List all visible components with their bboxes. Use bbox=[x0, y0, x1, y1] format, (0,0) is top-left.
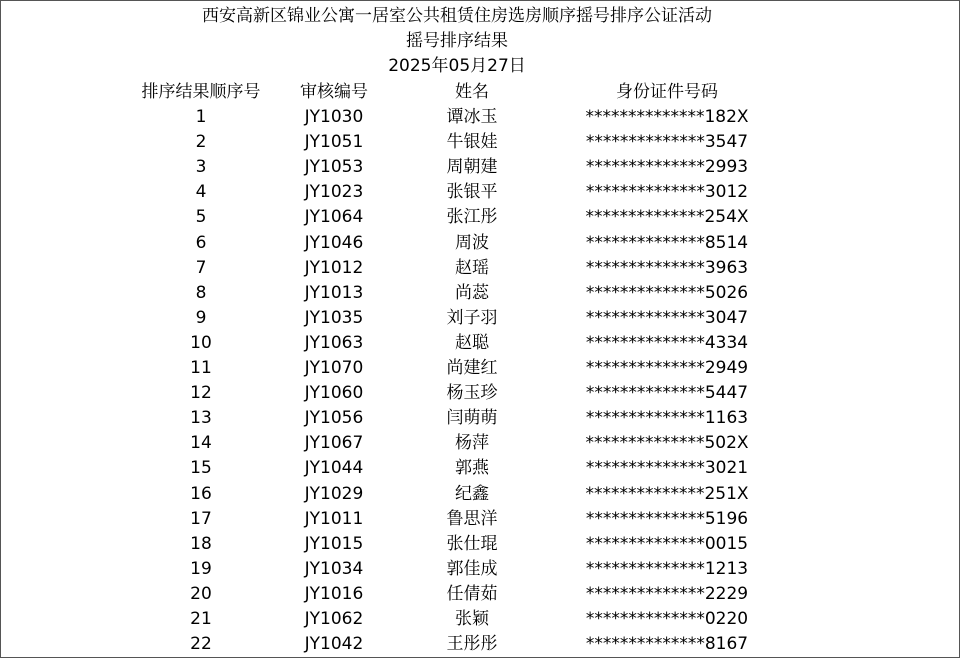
cell-code: JY1062 bbox=[304, 609, 364, 629]
cell-seq: 6 bbox=[195, 232, 207, 253]
cell-name: 鲁思洋 bbox=[446, 508, 498, 529]
cell-code: JY1023 bbox=[304, 182, 364, 203]
cell-name: 张颖 bbox=[455, 609, 489, 629]
cell-seq: 17 bbox=[190, 508, 212, 529]
cell-code: JY1060 bbox=[304, 383, 364, 404]
cell-code: JY1046 bbox=[304, 232, 364, 253]
document-subtitle: 摇号排序结果 bbox=[406, 31, 508, 51]
cell-id: **************8514 bbox=[585, 232, 749, 253]
cell-code: JY1030 bbox=[304, 107, 364, 127]
cell-id: **************251X bbox=[585, 483, 749, 504]
document-date: 2025年05月27日 bbox=[388, 56, 526, 76]
column-header-id: 身份证件号码 bbox=[616, 82, 718, 102]
cell-name: 闫萌萌 bbox=[446, 408, 498, 429]
cell-code: JY1011 bbox=[304, 508, 364, 529]
cell-code: JY1051 bbox=[304, 132, 364, 153]
cell-seq: 4 bbox=[195, 182, 207, 203]
cell-code: JY1012 bbox=[304, 257, 364, 278]
cell-id: **************0015 bbox=[585, 533, 749, 554]
cell-name: 刘子羽 bbox=[446, 307, 498, 328]
cell-seq: 15 bbox=[190, 458, 212, 479]
document-title: 西安高新区锦业公寓一居室公共租赁住房选房顺序摇号排序公证活动 bbox=[202, 6, 712, 26]
cell-code: JY1067 bbox=[304, 433, 364, 454]
cell-name: 张仕琨 bbox=[446, 533, 498, 554]
column-header-code: 审核编号 bbox=[300, 82, 368, 102]
cell-id: **************5026 bbox=[585, 282, 749, 303]
cell-name: 杨玉珍 bbox=[446, 383, 498, 404]
cell-name: 郭佳成 bbox=[446, 558, 498, 579]
cell-seq: 19 bbox=[190, 558, 212, 579]
cell-name: 周朝建 bbox=[446, 157, 498, 178]
cell-code: JY1034 bbox=[304, 558, 364, 579]
cell-name: 尚蕊 bbox=[455, 282, 489, 303]
cell-name: 赵聪 bbox=[455, 332, 489, 353]
cell-code: JY1013 bbox=[304, 282, 364, 303]
cell-id: **************4334 bbox=[585, 332, 749, 353]
column-header-seq: 排序结果顺序号 bbox=[141, 82, 261, 102]
cell-id: **************3012 bbox=[585, 182, 749, 203]
cell-id: **************1163 bbox=[585, 408, 749, 429]
cell-name: 张银平 bbox=[446, 182, 498, 203]
cell-seq: 13 bbox=[190, 408, 212, 429]
cell-seq: 20 bbox=[190, 583, 212, 604]
cell-id: **************0220 bbox=[585, 609, 749, 629]
cell-code: JY1044 bbox=[304, 458, 364, 479]
cell-name: 牛银娃 bbox=[446, 132, 498, 153]
cell-name: 杨萍 bbox=[455, 433, 489, 454]
cell-name: 谭冰玉 bbox=[446, 107, 498, 127]
cell-name: 尚建红 bbox=[446, 358, 498, 378]
cell-code: JY1056 bbox=[304, 408, 364, 429]
cell-id: **************3047 bbox=[585, 307, 749, 328]
cell-code: JY1035 bbox=[304, 307, 364, 328]
cell-name: 纪鑫 bbox=[455, 483, 489, 504]
cell-seq: 5 bbox=[195, 207, 207, 228]
cell-id: **************3021 bbox=[585, 458, 749, 479]
cell-id: **************5196 bbox=[585, 508, 749, 529]
cell-id: **************1213 bbox=[585, 558, 749, 579]
cell-seq: 1 bbox=[195, 107, 207, 127]
cell-seq: 3 bbox=[195, 157, 207, 178]
cell-seq: 14 bbox=[190, 433, 212, 454]
cell-code: JY1042 bbox=[304, 634, 364, 655]
cell-seq: 10 bbox=[190, 332, 212, 353]
cell-id: **************5447 bbox=[585, 383, 749, 404]
cell-name: 王彤彤 bbox=[446, 634, 498, 655]
cell-code: JY1063 bbox=[304, 332, 364, 353]
cell-code: JY1029 bbox=[304, 483, 364, 504]
cell-code: JY1053 bbox=[304, 157, 364, 178]
cell-name: 赵瑶 bbox=[455, 257, 489, 278]
cell-name: 周波 bbox=[455, 232, 489, 253]
cell-id: **************2949 bbox=[585, 358, 749, 378]
cell-id: **************3963 bbox=[585, 257, 749, 278]
cell-name: 张江彤 bbox=[446, 207, 498, 228]
cell-id: **************3547 bbox=[585, 132, 749, 153]
cell-code: JY1015 bbox=[304, 533, 364, 554]
cell-seq: 18 bbox=[190, 533, 212, 554]
cell-seq: 22 bbox=[190, 634, 212, 655]
cell-seq: 11 bbox=[190, 358, 212, 378]
cell-id: **************254X bbox=[585, 207, 749, 228]
cell-seq: 12 bbox=[190, 383, 212, 404]
cell-id: **************2229 bbox=[585, 583, 749, 604]
cell-name: 任倩茹 bbox=[446, 583, 498, 604]
cell-seq: 16 bbox=[190, 483, 212, 504]
cell-seq: 21 bbox=[190, 609, 212, 629]
cell-id: **************2993 bbox=[585, 157, 749, 178]
cell-name: 郭燕 bbox=[455, 458, 489, 479]
cell-seq: 8 bbox=[195, 282, 207, 303]
cell-id: **************502X bbox=[585, 433, 749, 454]
cell-seq: 2 bbox=[195, 132, 207, 153]
cell-code: JY1064 bbox=[304, 207, 364, 228]
cell-code: JY1016 bbox=[304, 583, 364, 604]
cell-seq: 9 bbox=[195, 307, 207, 328]
column-header-name: 姓名 bbox=[455, 82, 489, 102]
cell-code: JY1070 bbox=[304, 358, 364, 378]
cell-seq: 7 bbox=[195, 257, 207, 278]
cell-id: **************8167 bbox=[585, 634, 749, 655]
cell-id: **************182X bbox=[585, 107, 749, 127]
